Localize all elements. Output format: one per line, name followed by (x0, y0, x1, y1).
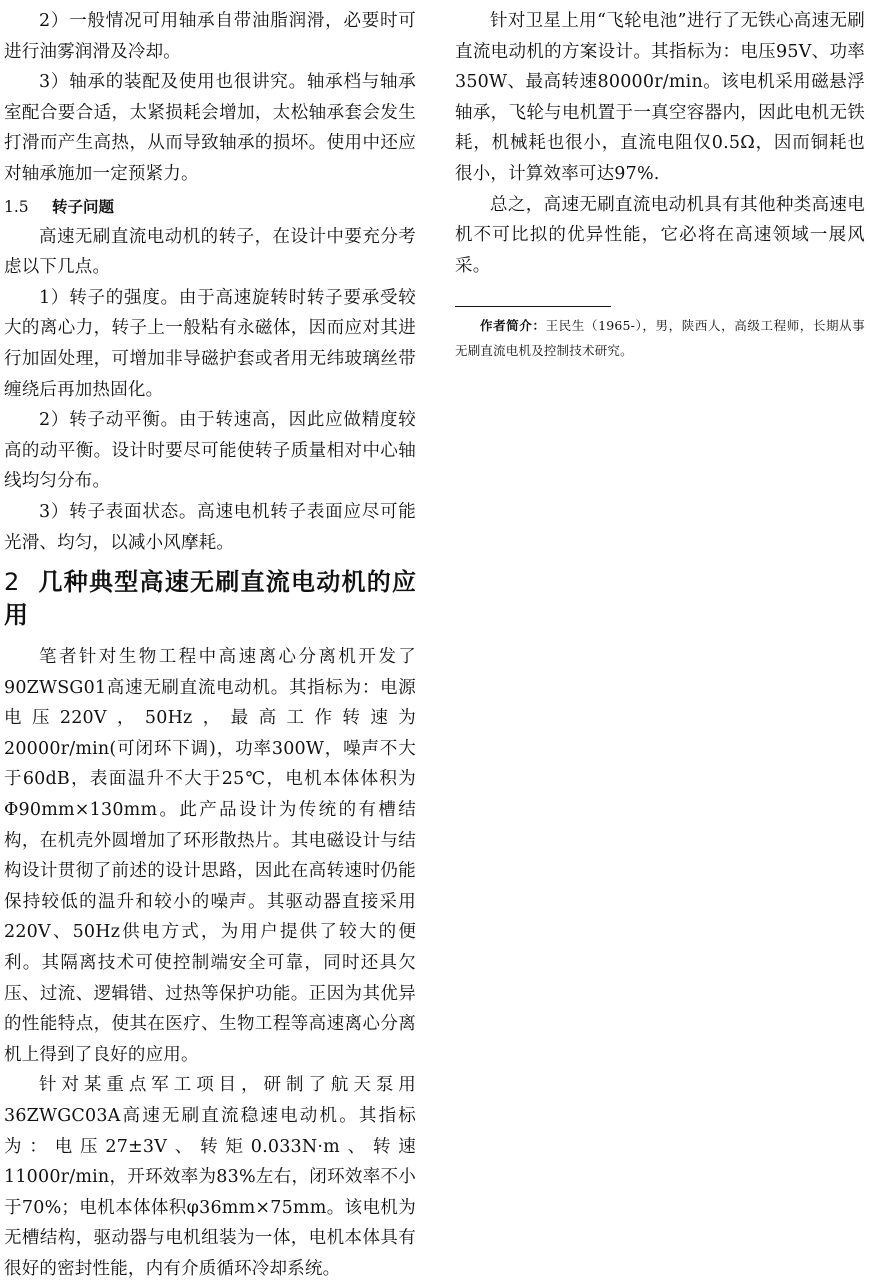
paragraph-rotor-intro: 高速无刷直流电动机的转子，在设计中要充分考虑以下几点。 (4, 226, 416, 278)
paragraph-application-centrifuge: 笔者针对生物工程中高速离心分离机开发了90ZWSG01高速无刷直流电动机。其指标为：电源电压220V，50Hz，最高工作转速为20000r/min(可闭环下调)，功率300W，噪声不大于60dB，表面温升不大于25℃，电机本体体积为Φ90mm×130mm。此产品设计为传统的有槽结构，在机壳外圆增加了环形散热片。其电磁设计与结构设计贯彻了前述的设计思路，因此在高转速时仍能保持较低的温升和较小的噪声。其驱动器直接采用220V、50Hz供电方式，为用户提供了较大的便利。其隔离技术可使控制端安全可靠，同时还具欠压、过流、逻辑错、过热等保护功能。正因为其优异的性能特点，使其在医疗、生物工程等高速离心分离机上得到了良好的应用。 (4, 647, 416, 1065)
paragraph-rotor-surface: 3）转子表面状态。高速电机转子表面应尽可能光滑、均匀，以减小风摩耗。 (4, 501, 416, 553)
right-column (455, 6, 865, 363)
subsection-title: 转子问题 (52, 197, 115, 216)
author-bio-text: 王民生（1965-），男，陕西人，高级工程师，长期从事无刷直流电机及控制技术研究。 (455, 318, 865, 359)
author-bio (455, 313, 865, 363)
paragraph-conclusion: 总之，高速无刷直流电动机具有其他种类高速电机不可比拟的优异性能，它必将在高速领域一展风采。 (455, 194, 865, 276)
paragraph-application-pump: 针对某重点军工项目，研制了航天泵用36ZWGC03A高速无刷直流稳速电动机。其指标为：电压27±3V、转矩0.033N·m、转速11000r/min，开环效率为83%左右，闭环效率不小于70%；电机本体体积φ36mm×75mm。该电机为无槽结构，驱动器与电机组装为一体，电机本体具有很好的密封性能，内有介质循环冷却系统。 (4, 1075, 416, 1279)
section-title: 几种典型高速无刷直流电动机的应用 (4, 568, 416, 630)
section-heading (4, 566, 416, 632)
paragraph-bearing-assembly: 3）轴承的装配及使用也很讲究。轴承档与轴承室配合要合适，太紧损耗会增加，太松轴承套会发生打滑而产生高热，从而导致轴承的损坏。使用中还应对轴承施加一定预紧力。 (4, 72, 416, 184)
paragraph-rotor-strength: 1）转子的强度。由于高速旋转时转子要承受较大的离心力，转子上一般粘有永磁体，因而应对其进行加固处理，可增加非导磁护套或者用无纬玻璃丝带缠绕后再加热固化。 (4, 287, 416, 400)
paragraph-rotor-balance: 2）转子动平衡。由于转速高，因此应做精度较高的动平衡。设计时要尽可能使转子质量相对中心轴线均匀分布。 (4, 410, 416, 492)
subsection-number: 1.5 (4, 197, 29, 216)
left-column (4, 6, 416, 1285)
subsection-heading (4, 193, 416, 221)
author-bio-label: 作者简介： (480, 318, 546, 334)
footnote-divider (455, 306, 611, 307)
paragraph-bearing-lubrication: 2）一般情况可用轴承自带油脂润滑，必要时可进行油雾润滑及冷却。 (4, 11, 416, 62)
paragraph-application-flywheel: 针对卫星上用“飞轮电池”进行了无铁心高速无刷直流电动机的方案设计。其指标为：电压95V、功率350W、最高转速80000r/min。该电机采用磁悬浮轴承，飞轮与电机置于一真空容器内，因此电机无铁耗，机械耗也很小，直流电阻仅0.5Ω，因而铜耗也很小，计算效率可达97%. (455, 11, 865, 184)
section-number: 2 (4, 568, 20, 597)
